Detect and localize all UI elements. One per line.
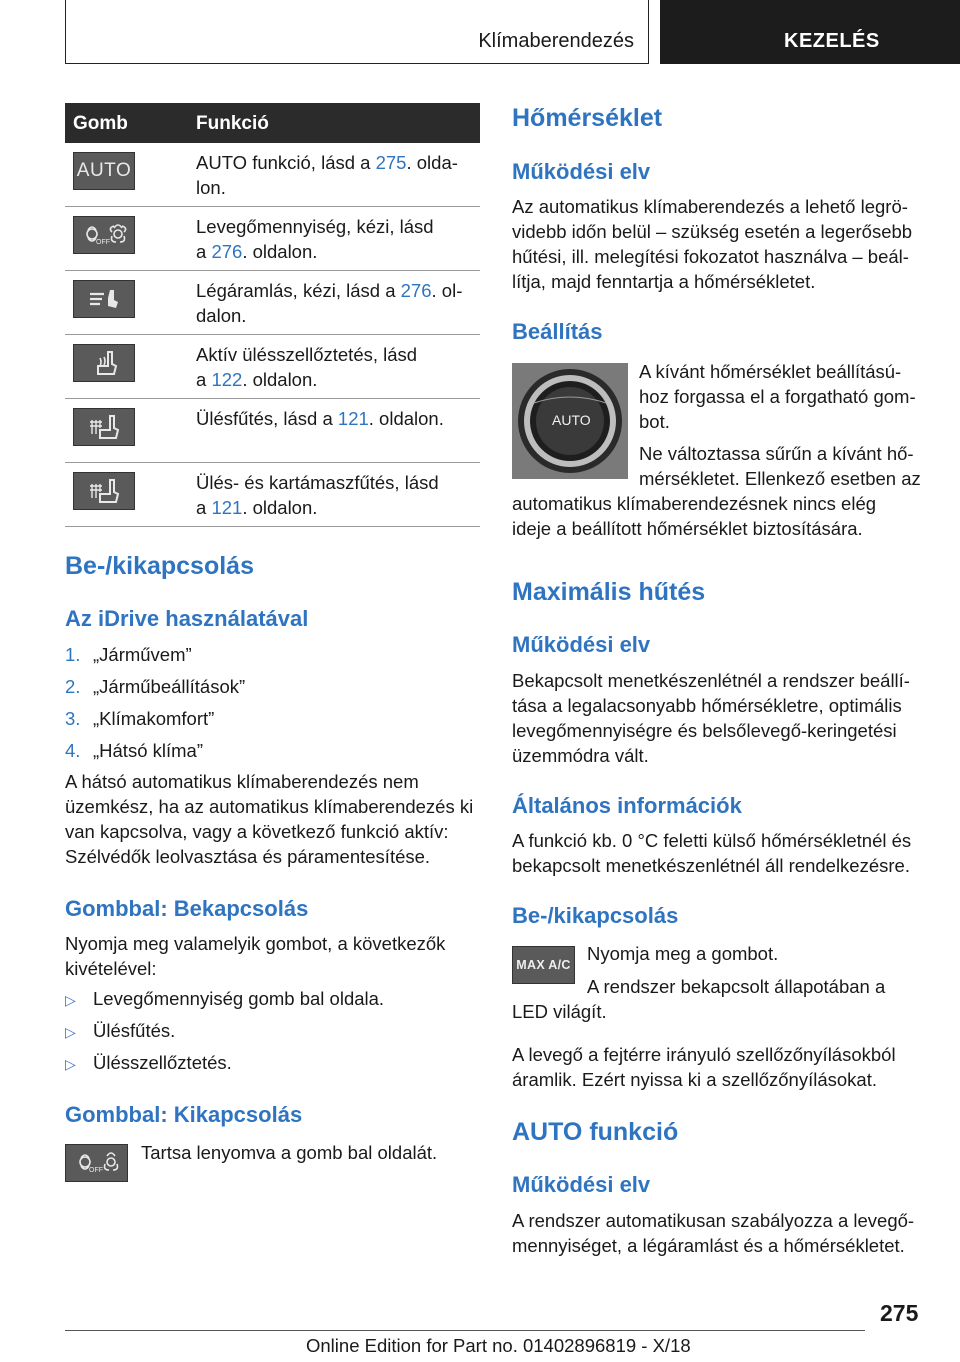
page-number: 275 <box>880 1300 919 1326</box>
column-header-button: Gomb <box>73 113 128 134</box>
table-cell-function: Aktív ülésszellőztetés, lásd a 122. oldalon. <box>196 344 418 390</box>
chapter-tab <box>660 0 960 64</box>
paragraph: A levegő a fejtérre irányuló szellőzőnyílásokból áramlik. Ezért nyissa ki a szellőzőnyílásokat. <box>512 1044 896 1090</box>
table-row <box>65 463 480 527</box>
page-link[interactable]: 122 <box>211 369 243 390</box>
seat-armrest-heating-button-image <box>73 472 135 510</box>
fan-off-button-image <box>65 1144 128 1182</box>
list-item: 3. „Klímakomfort” <box>65 708 215 729</box>
table-row <box>65 399 480 463</box>
heading-homerseklet: Hőmérséklet <box>512 104 663 132</box>
heading-be-kikapcsolas: Be-/kikapcsolás <box>512 903 679 928</box>
seat-heating-icon <box>84 412 124 442</box>
table-cell-function: Ülésfűtés, lásd a 121. oldalon. <box>196 408 444 429</box>
page-link[interactable]: 276 <box>400 280 432 301</box>
table-cell-function: Ülés- és kartámaszfűtés, lásd a 121. oldalon. <box>196 472 439 518</box>
section-title: Klímaberendezés <box>478 30 634 52</box>
seat-armrest-heating-icon <box>84 476 124 506</box>
heading-gombbal-kikapcsolas: Gombbal: Kikapcsolás <box>65 1102 303 1127</box>
paragraph: Az automatikus klímaberendezés a lehető legrö- videbb időn belül – szükség esetén a legerősebb hűtési, ill. melegítési fokozatot használva – beál- lítja, majd fenntartja a hőmérsékletet. <box>512 196 913 292</box>
svg-text:OFF: OFF <box>88 1167 103 1174</box>
table-row <box>65 207 480 271</box>
paragraph: A kívánt hőmérséklet beállítású- hoz forgassa el a forgatható gom- bot. <box>639 361 916 432</box>
page-link[interactable]: 276 <box>211 241 243 262</box>
knob-label: AUTO <box>552 412 591 428</box>
fan-off-button-image <box>73 216 135 254</box>
bullet-item: ▷ Levegőmennyiség gomb bal oldala. <box>65 988 385 1009</box>
heading-gombbal-bekapcsolas: Gombbal: Bekapcsolás <box>65 896 309 921</box>
bullet-item: ▷ Ülésszellőztetés. <box>65 1052 232 1073</box>
heading-idrive: Az iDrive használatával <box>65 606 309 631</box>
table-header <box>65 103 480 143</box>
paragraph: Nyomja meg a gombot. <box>587 943 779 964</box>
paragraph: A rendszer automatikusan szabályozza a levegő- mennyiséget, a légáramlást és a hőmérsékletet. <box>512 1210 915 1256</box>
heading-mukodesi-elv: Működési elv <box>512 632 651 657</box>
heading-beallitas: Beállítás <box>512 319 603 344</box>
paragraph: Bekapcsolt menetkészenlétnél a rendszer beállí- tása a legalacsonyabb hőmérsékletre, optimális levegőmennyiségre és belsőlevegő-keringetési üzemmódra vált. <box>512 670 910 766</box>
page-header <box>0 0 960 66</box>
heading-be-kikapcsolas: Be-/kikapcsolás <box>65 552 254 580</box>
seat-ventilation-button-image <box>73 344 135 382</box>
airflow-icon <box>84 284 124 314</box>
paragraph: Tartsa lenyomva a gomb bal oldalát. <box>141 1142 438 1163</box>
page-link[interactable]: 121 <box>337 408 369 429</box>
auto-button-image: AUTO <box>73 152 135 190</box>
temperature-knob-image <box>512 363 628 479</box>
table-row <box>65 335 480 399</box>
heading-auto-funkcio: AUTO funkció <box>512 1118 679 1146</box>
table-row <box>65 143 480 207</box>
fan-off-icon <box>76 220 132 250</box>
svg-text:OFF: OFF <box>96 239 110 246</box>
chapter-title: KEZELÉS <box>784 30 880 52</box>
heading-mukodesi-elv: Működési elv <box>512 159 651 184</box>
page-link[interactable]: 275 <box>375 152 407 173</box>
footer-divider <box>65 1330 865 1331</box>
paragraph: Nyomja meg valamelyik gombot, a következők kivételével: <box>65 933 446 979</box>
paragraph: A hátsó automatikus klímaberendezés nem üzemkész, ha az automatikus klímaberendezés ki van kapcsolva, vagy a következő funkció aktív: Szélvédők leolvasztása és páramentesítése. <box>65 771 474 867</box>
airflow-button-image <box>73 280 135 318</box>
max-ac-button-image: MAX A/C <box>512 946 575 984</box>
heading-altalanos-informaciok: Általános információk <box>512 793 742 818</box>
heading-mukodesi-elv: Működési elv <box>512 1172 651 1197</box>
paragraph: LED világít. <box>512 1001 607 1022</box>
column-header-function: Funkció <box>196 113 269 134</box>
paragraph: automatikus klímaberendezésnek nincs elég ideje a beállított hőmérséklet biztosítására. <box>512 493 877 539</box>
list-item: 2. „Járműbeállítások” <box>65 676 246 697</box>
table-cell-function: Légáramlás, kézi, lásd a 276. ol- dalon. <box>196 280 463 326</box>
fan-off-icon <box>69 1148 125 1178</box>
section-tab <box>65 0 649 64</box>
button-function-table <box>65 103 480 527</box>
paragraph: A rendszer bekapcsolt állapotában a <box>587 976 886 997</box>
page-link[interactable]: 121 <box>211 497 243 518</box>
list-item: 1. „Járművem” <box>65 644 192 665</box>
heading-maximalis-hutes: Maximális hűtés <box>512 578 706 606</box>
bullet-item: ▷ Ülésfűtés. <box>65 1020 176 1041</box>
seat-heating-button-image <box>73 408 135 446</box>
list-item: 4. „Hátsó klíma” <box>65 740 203 761</box>
paragraph: A funkció kb. 0 °C feletti külső hőmérsékletnél és bekapcsolt menetkészenlétnél áll rendelkezésre. <box>512 830 912 876</box>
footer-text: Online Edition for Part no. 01402896819 - X/18 <box>306 1335 691 1356</box>
paragraph: Ne változtassa sűrűn a kívánt hő- mérsékletet. Ellenkező esetben az <box>639 443 921 489</box>
seat-ventilation-icon <box>84 348 124 378</box>
table-row <box>65 271 480 335</box>
table-cell-function: AUTO funkció, lásd a 275. olda- lon. <box>196 152 458 198</box>
table-cell-function: Levegőmennyiség, kézi, lásd a 276. oldalon. <box>196 216 434 262</box>
